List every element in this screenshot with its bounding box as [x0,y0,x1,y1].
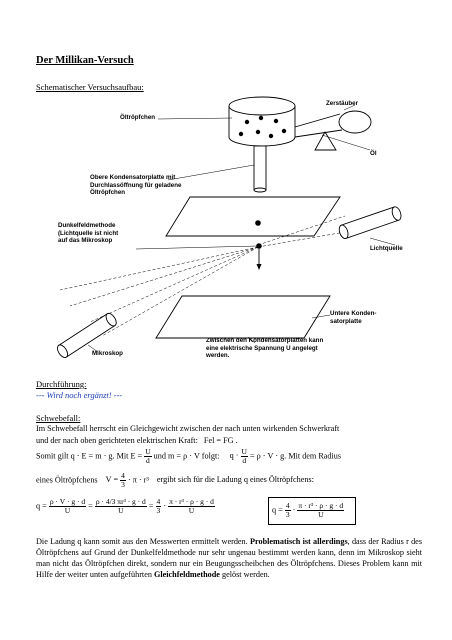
fraction-U-d-2: $\frac{U}{d}$ [241,447,247,465]
label-lichtquelle: Lichtquelle [370,245,403,252]
text-V: V = [105,475,119,485]
text-q-eq: q = [36,501,47,511]
text-und-m: und m = ρ · V folgt: [153,451,220,461]
label-spannung: Zwischen den Kondensatorplatten kann eine elektrische Spannung U angelegt werden. [206,337,324,359]
text-q: q · [229,451,239,461]
fraction-4-3: $\frac{4}{3}$ [121,471,125,489]
light-source-cylinder [338,206,403,240]
atomizer-tube [295,111,371,137]
durchfuehrung-text: --- Wird noch ergänzt! --- [36,390,123,400]
atomizer-stand [315,132,336,150]
atomizer-cylinder [229,97,295,146]
text-radius: . Mit dem Radius [284,451,342,461]
boxed-equation: q = $\frac{4}{3}$ · $\frac{\text{π · r³ · ρ · g · d}}{U}$ [272,501,344,519]
equation-row-1 [36,448,422,465]
text-ergibt: ergibt sich für die Ladung q eines Öltröpfchens: [156,475,314,485]
schwebefall-line1: Im Schwebefall herrscht ein Gleichgewicht zwischen der nach unten wirkenden Schwerkraft [36,424,340,433]
label-dunkelfeld: Dunkelfeldmethode (Lichtquelle ist nicht auf das Mikroskop [58,222,119,244]
section-setup-heading: Schematischer Versuchsaufbau: [36,82,144,92]
conclusion-paragraph: Die Ladung q kann somit aus den Messwerten ermittelt werden. Problematisch ist allerdings, dass der Radius r des Öltröpfchens auf Grund der Dunkelfeldmethode nur sehr ungenau bestimmt werden kann, denn im Mikroskop sieht man nicht das Öltröpfchen direkt, sondern nur ein Beugungsscheibchen des Öltröpfchens. Dieses Problem kann mit Hilfe der weiter unten aufgeführten Gleichfeldmethode gelöst werden. [36,537,423,579]
fraction-U-d: $\frac{U}{d}$ [145,447,151,465]
text-pi-r3: · π · r³ [127,475,149,485]
drop-tube [254,146,266,192]
label-obere-platte: Obere Kondensatorplatte mit Durchlassöffnung für geladene Öltröpfchen [90,174,182,196]
lower-capacitor-plate [156,296,330,338]
fraction-3: $\frac{4}{3}$ [156,497,161,515]
page-title: Der Millikan-Versuch [36,55,134,66]
label-oel: Öl [370,150,377,157]
label-zerstaeuber: Zerstäuber [326,100,358,107]
schwebefall-heading: Schwebefall: [36,413,81,423]
label-mikroskop: Mikroskop [92,350,123,357]
equation-row-3: q = $\frac{\rho \cdot V \cdot g \cdot d}{U}$ = $\frac{\text{ρ · 4/3 πr³ · g · d}}{U}$ = $\frac{4}{3}$ · $\frac{\text{π · r³ · ρ · g · d}}{U}$ [36,497,214,515]
falling-oil-droplet [255,220,261,226]
text-somit: Somit gilt [36,451,69,461]
schwebefall-line2: und der nach oben gerichteten elektrischen Kraft: [36,436,198,445]
equation-row-2 [36,472,422,489]
fraction-1: $\frac{\rho \cdot V \cdot g \cdot d}{U}$ [49,497,86,515]
label-oeltroepfchen: Öltröpfchen [120,114,156,121]
upper-capacitor-plate [166,197,340,236]
text-mit-E: . Mit E = [112,451,143,461]
schwebefall-line2-row [36,435,422,446]
text-rhs: = ρ · V · g [249,451,285,461]
label-untere-platte: Untere Konden-satorplatte [330,310,377,325]
text-eines: eines Öltröpfchens [36,475,98,485]
durchfuehrung-heading: Durchführung: [36,379,87,389]
equation-qE: q · E = m · g [70,451,113,461]
fraction-2: $\frac{\text{ρ · 4/3 πr³ · g · d}}{U}$ [95,497,146,515]
fraction-4: $\frac{\text{π · r³ · ρ · g · d}}{U}$ [169,497,214,515]
forces-equation: Fel = FG . [203,436,238,445]
